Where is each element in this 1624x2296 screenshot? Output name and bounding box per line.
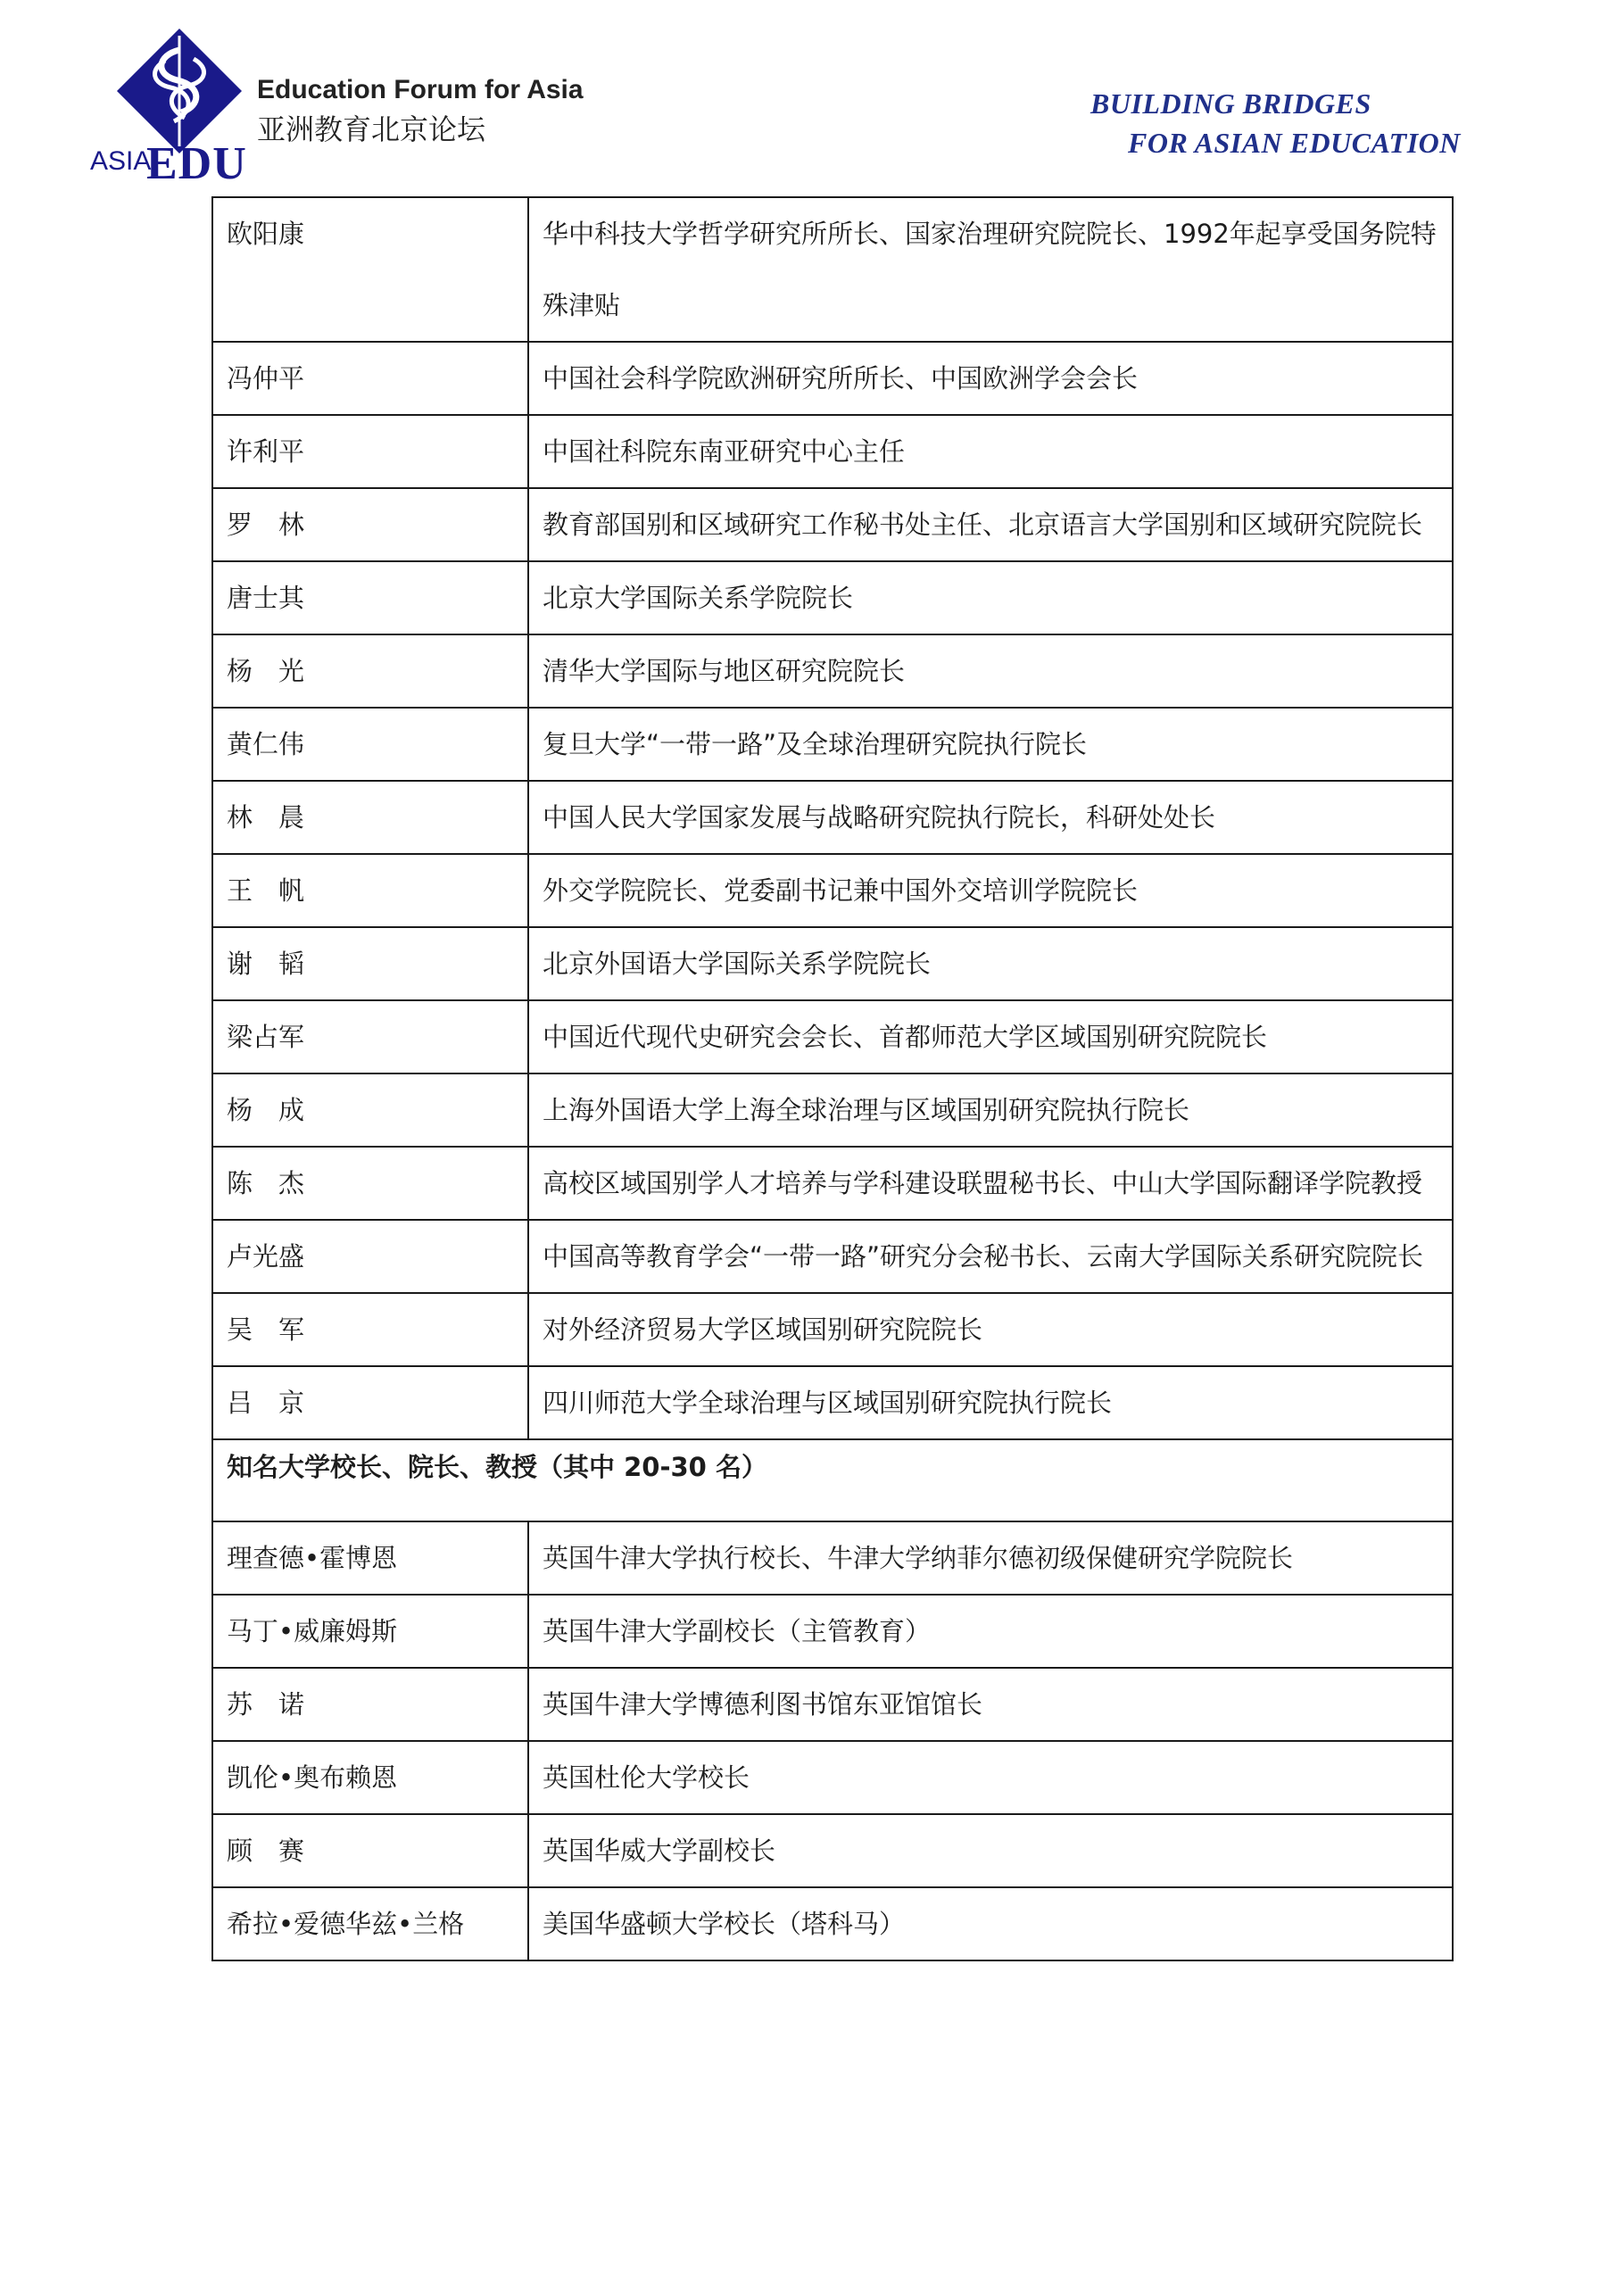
- person-title-cell: 英国牛津大学执行校长、牛津大学纳菲尔德初级保健研究学院院长: [528, 1521, 1453, 1595]
- person-name-cell: 凯伦•奥布赖恩: [212, 1741, 528, 1814]
- person-title-cell: 英国华威大学副校长: [528, 1814, 1453, 1887]
- person-title-cell: 中国社科院东南亚研究中心主任: [528, 415, 1453, 488]
- person-name-cell: 卢光盛: [212, 1220, 528, 1293]
- person-title-cell: 美国华盛顿大学校长（塔科马）: [528, 1887, 1453, 1960]
- table-row: [212, 781, 1453, 854]
- person-name-cell: 吕 京: [212, 1366, 528, 1439]
- person-name-cell: 王 帆: [212, 854, 528, 927]
- person-title-cell: 上海外国语大学上海全球治理与区域国别研究院执行院长: [528, 1073, 1453, 1147]
- person-name-cell: 杨 成: [212, 1073, 528, 1147]
- table-row: [212, 708, 1453, 781]
- person-name-cell: 许利平: [212, 415, 528, 488]
- table-row: [212, 927, 1453, 1000]
- org-name-en: Education Forum for Asia: [257, 75, 584, 104]
- person-title-cell: 教育部国别和区域研究工作秘书处主任、北京语言大学国别和区域研究院院长: [528, 488, 1453, 561]
- person-title-cell: 英国牛津大学副校长（主管教育）: [528, 1595, 1453, 1668]
- person-name-cell: 谢 韬: [212, 927, 528, 1000]
- table-row: [212, 1887, 1453, 1960]
- table-row: [212, 561, 1453, 634]
- table-row: [212, 1293, 1453, 1366]
- table-row: [212, 415, 1453, 488]
- person-name-cell: 马丁•威廉姆斯: [212, 1595, 528, 1668]
- table-row: [212, 1521, 1453, 1595]
- table-row: [212, 854, 1453, 927]
- table-row: [212, 488, 1453, 561]
- table-row: [212, 1668, 1453, 1741]
- table-row: [212, 1000, 1453, 1073]
- person-name-cell: 冯仲平: [212, 342, 528, 415]
- person-title-cell: 中国社会科学院欧洲研究所所长、中国欧洲学会会长: [528, 342, 1453, 415]
- logo-asia-text: ASIA: [90, 146, 152, 176]
- person-title-cell: 外交学院院长、党委副书记兼中国外交培训学院院长: [528, 854, 1453, 927]
- person-name-cell: 希拉•爱德华兹•兰格: [212, 1887, 528, 1960]
- table-row: [212, 197, 1453, 342]
- person-title-cell: 四川师范大学全球治理与区域国别研究院执行院长: [528, 1366, 1453, 1439]
- roster-table: [211, 196, 1454, 1961]
- page-header: [0, 0, 1624, 187]
- person-title-cell: 对外经济贸易大学区域国别研究院院长: [528, 1293, 1453, 1366]
- person-name-cell: 欧阳康: [212, 197, 528, 342]
- person-title-cell: 中国人民大学国家发展与战略研究院执行院长，科研处处长: [528, 781, 1453, 854]
- table-row: [212, 1741, 1453, 1814]
- org-name-cn: 亚洲教育北京论坛: [257, 112, 486, 146]
- person-name-cell: 林 晨: [212, 781, 528, 854]
- section-heading: 知名大学校长、院长、教授（其中 20-30 名）: [212, 1439, 1453, 1521]
- table-row: [212, 1073, 1453, 1147]
- person-title-cell: 中国近代现代史研究会会长、首都师范大学区域国别研究院院长: [528, 1000, 1453, 1073]
- person-name-cell: 黄仁伟: [212, 708, 528, 781]
- roster-table-body: [212, 197, 1453, 1960]
- table-row: [212, 1220, 1453, 1293]
- table-row: [212, 1814, 1453, 1887]
- table-row: [212, 1366, 1453, 1439]
- person-title-cell: 中国高等教育学会“一带一路”研究分会秘书长、云南大学国际关系研究院院长: [528, 1220, 1453, 1293]
- person-title-cell: 英国杜伦大学校长: [528, 1741, 1453, 1814]
- person-title-cell: 复旦大学“一带一路”及全球治理研究院执行院长: [528, 708, 1453, 781]
- person-title-cell: 华中科技大学哲学研究所所长、国家治理研究院院长、1992年起享受国务院特殊津贴: [528, 197, 1453, 342]
- person-name-cell: 顾 赛: [212, 1814, 528, 1887]
- person-name-cell: 杨 光: [212, 634, 528, 708]
- person-title-cell: 北京大学国际关系学院院长: [528, 561, 1453, 634]
- asiaedu-logo-icon: [117, 29, 242, 153]
- person-title-cell: 英国牛津大学博德利图书馆东亚馆馆长: [528, 1668, 1453, 1741]
- person-name-cell: 梁占军: [212, 1000, 528, 1073]
- person-title-cell: 北京外国语大学国际关系学院院长: [528, 927, 1453, 1000]
- person-name-cell: 罗 林: [212, 488, 528, 561]
- table-row: [212, 1147, 1453, 1220]
- slogan-line-2: FOR ASIAN EDUCATION: [1128, 127, 1461, 159]
- table-row: [212, 634, 1453, 708]
- table-row: [212, 1595, 1453, 1668]
- person-title-cell: 清华大学国际与地区研究院院长: [528, 634, 1453, 708]
- person-name-cell: 苏 诺: [212, 1668, 528, 1741]
- person-name-cell: 陈 杰: [212, 1147, 528, 1220]
- person-name-cell: 理查德•霍博恩: [212, 1521, 528, 1595]
- person-title-cell: 高校区域国别学人才培养与学科建设联盟秘书长、中山大学国际翻译学院教授: [528, 1147, 1453, 1220]
- slogan-line-1: BUILDING BRIDGES: [1090, 87, 1371, 120]
- section-heading-row: [212, 1439, 1453, 1521]
- logo-edu-text: EDU: [146, 138, 247, 189]
- table-row: [212, 342, 1453, 415]
- person-name-cell: 吴 军: [212, 1293, 528, 1366]
- person-name-cell: 唐士其: [212, 561, 528, 634]
